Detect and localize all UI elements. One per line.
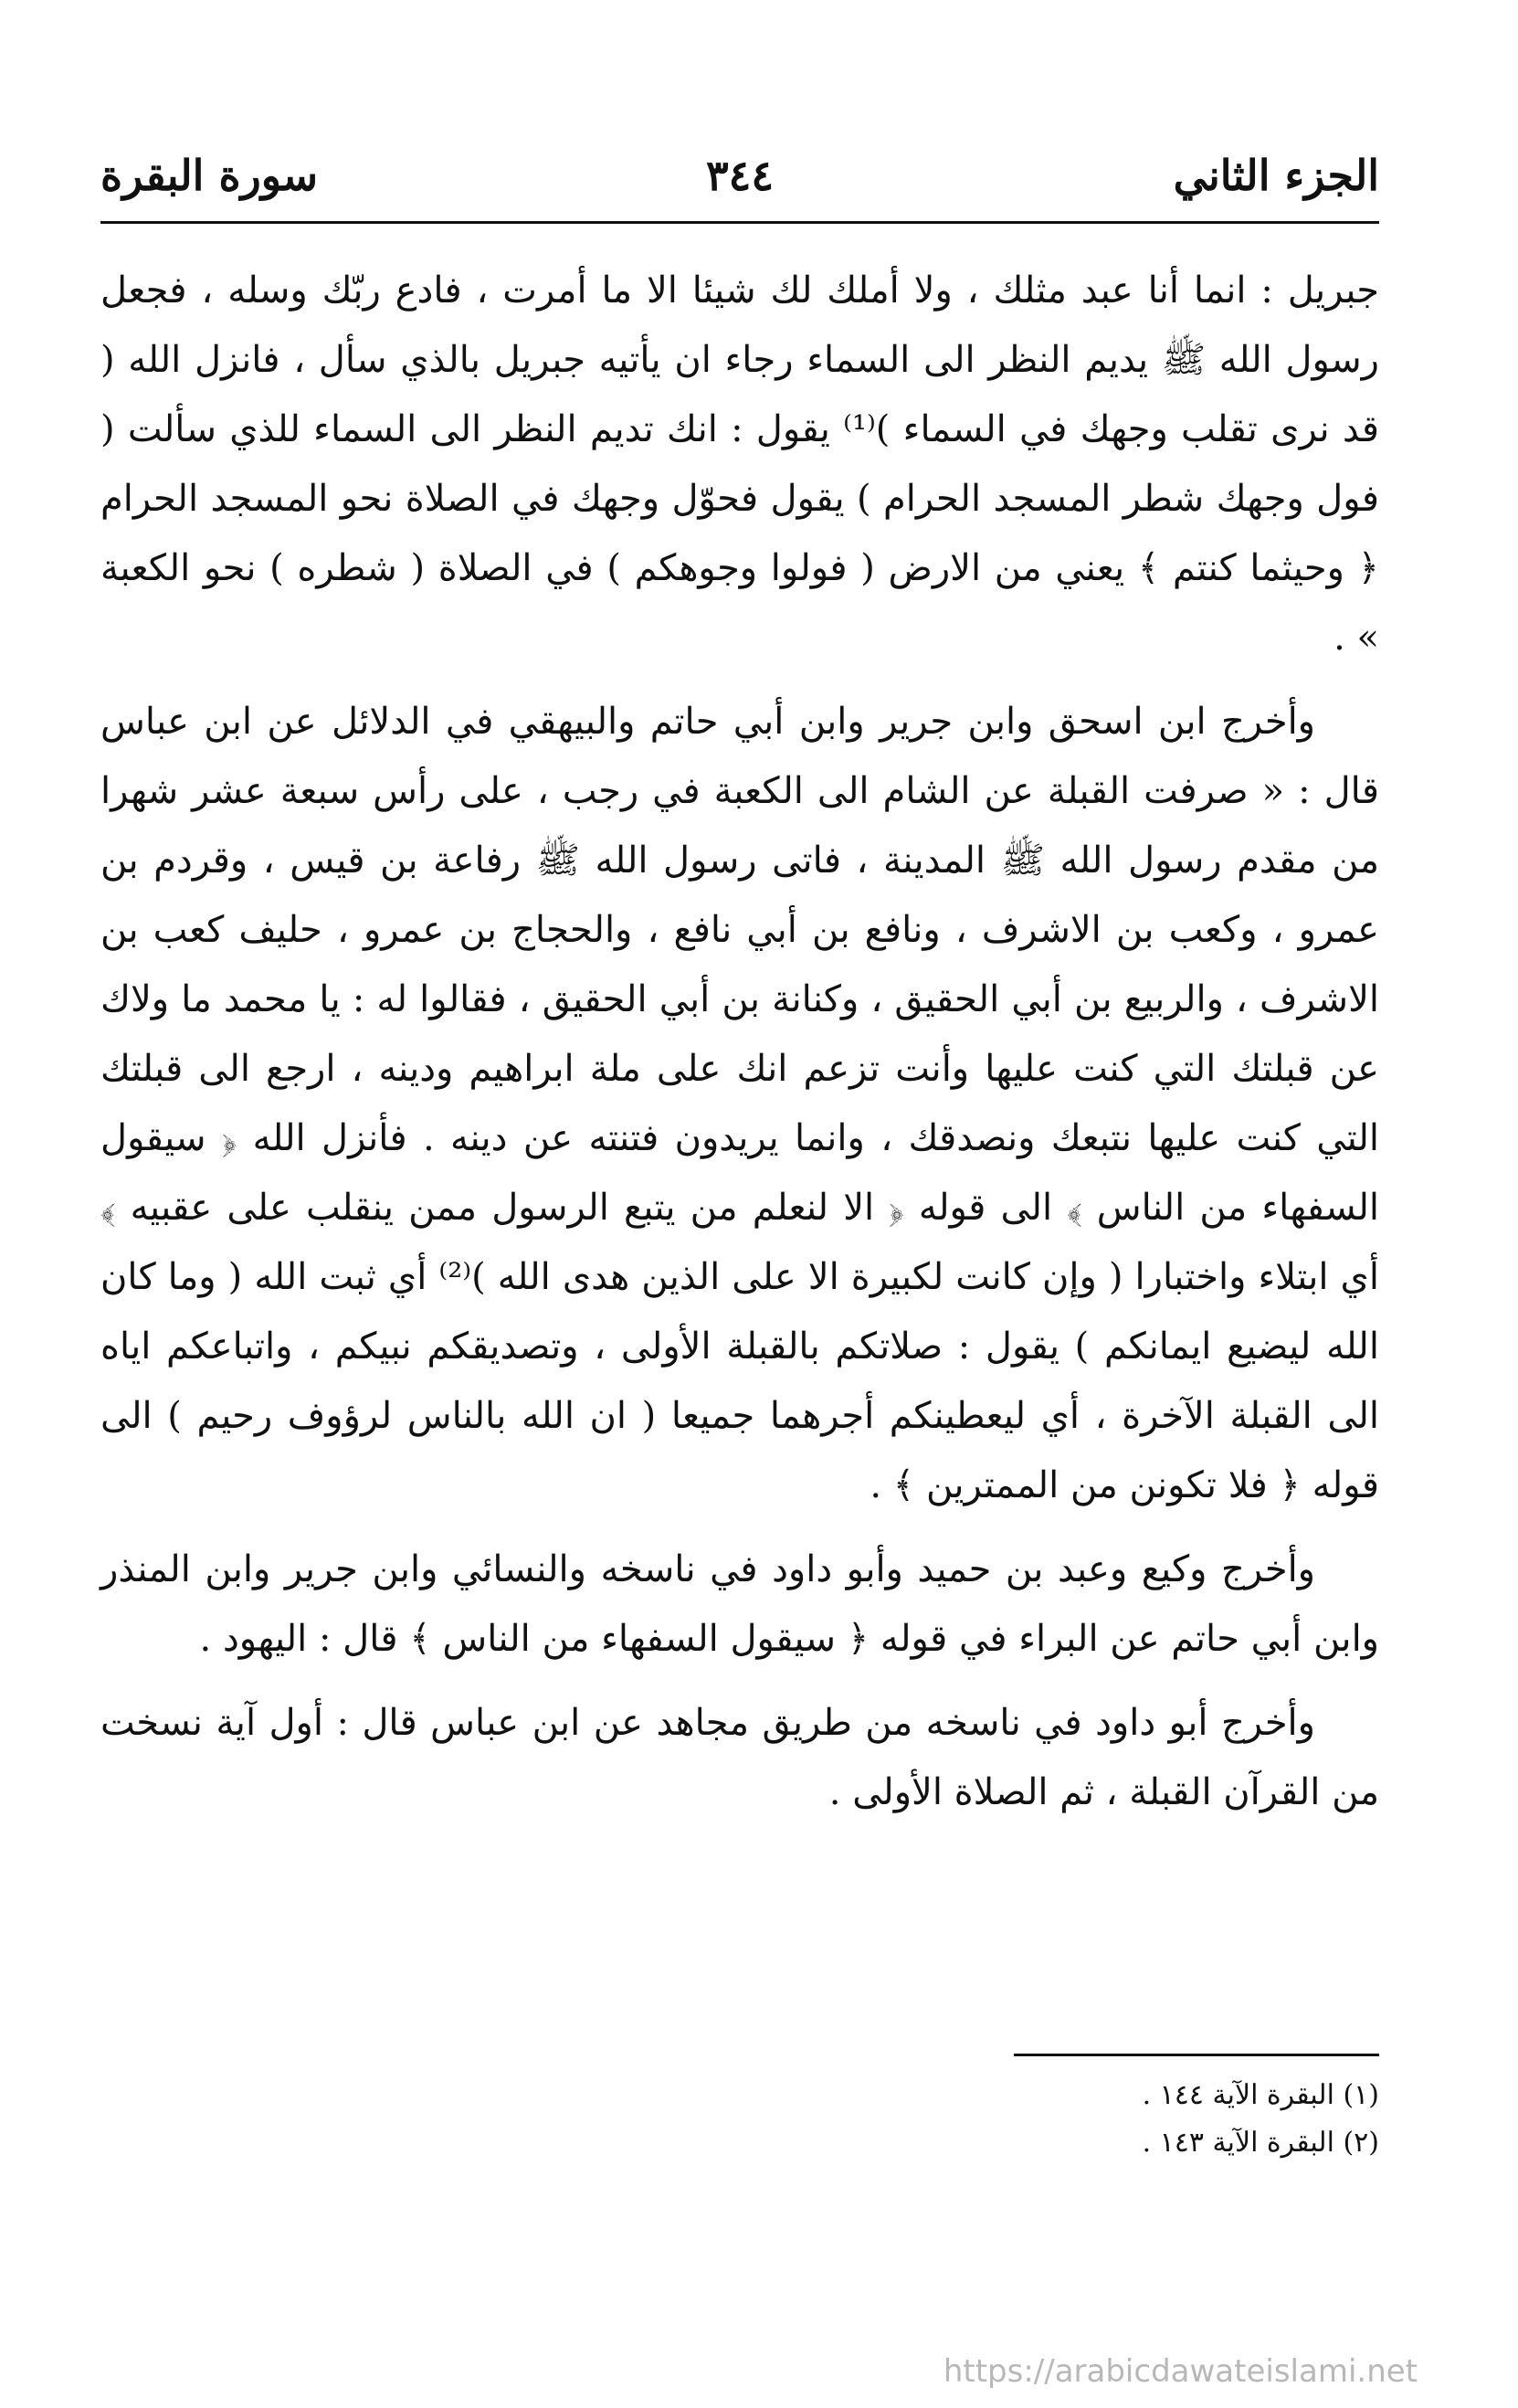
- watermark-url: https://arabicdawateislami.net: [943, 2353, 1418, 2390]
- body-text: [100, 256, 1379, 1827]
- paragraph: وأخرج وكيع وعبد بن حميد وأبو داود في ناسخه والنسائي وابن جرير وابن المنذر وابن أبي حاتم عن البراء في قوله ﴿ سيقول السفهاء من الناس ﴾ قال : اليهود .: [100, 1548, 1379, 1660]
- footnote: (٢) البقرة الآية ١٤٣ .: [1142, 2127, 1379, 2159]
- footnotes: [100, 2072, 1379, 2167]
- surah-title: سورة البقرة: [100, 151, 319, 200]
- page-number: ٣٤٤: [705, 151, 775, 200]
- header-rule: [100, 221, 1379, 224]
- paragraph: وأخرج ابن اسحق وابن جرير وابن أبي حاتم والبيهقي في الدلائل عن ابن عباس قال : « صرفت القبلة عن الشام الى الكعبة في رجب ، على رأس سبعة عشر شهرا من مقدم رسول الله ﷺ المدينة ، فاتى رسول الله ﷺ رفاعة بن قيس ، وقردم بن عمرو ، وكعب بن الاشرف ، ونافع بن أبي نافع ، والحجاج بن عمرو ، حليف كعب بن الاشرف ، والربيع بن أبي الحقيق ، وكنانة بن أبي الحقيق ، فقالوا له : يا محمد ما ولاك عن قبلتك التي كنت عليها وأنت تزعم انك على ملة ابراهيم ودينه ، ارجع الى قبلتك التي كنت عليها نتبعك ونصدقك ، وانما يريدون فتنته عن دينه . فأنزل الله ﴿ سيقول السفهاء من الناس ﴾ الى قوله ﴿ الا لنعلم من يتبع الرسول ممن ينقلب على عقبيه ﴾ أي ابتلاء واختبارا ( وإن كانت لكبيرة الا على الذين هدى الله )⁽²⁾ أي ثبت الله ( وما كان الله ليضيع ايمانكم ) يقول : صلاتكم بالقبلة الأولى ، وتصديقكم نبيكم ، واتباعكم اياه الى القبلة الآخرة ، أي ليعطينكم أجرهما جميعا ( ان الله بالناس لرؤوف رحيم ) الى قوله ﴿ فلا تكونن من الممترين ﴾ .: [100, 701, 1379, 1506]
- running-header: [100, 137, 1379, 219]
- book-page: [100, 137, 1379, 2311]
- footnote: (١) البقرة الآية ١٤٤ .: [1142, 2079, 1379, 2111]
- paragraph: جبريل : انما أنا عبد مثلك ، ولا أملك لك شيئا الا ما أمرت ، فادع ربّك وسله ، فجعل رسول الله ﷺ يديم النظر الى السماء رجاء ان يأتيه جبريل بالذي سأل ، فانزل الله ( قد نرى تقلب وجهك في السماء )⁽¹⁾ يقول : انك تديم النظر الى السماء للذي سألت ( فول وجهك شطر المسجد الحرام ) يقول فحوّل وجهك في الصلاة نحو المسجد الحرام ﴿ وحيثما كنتم ﴾ يعني من الارض ( فولوا وجوهكم ) في الصلاة ( شطره ) نحو الكعبة » .: [100, 269, 1379, 659]
- part-title: الجزء الثاني: [1173, 151, 1379, 200]
- footnote-rule: [1014, 2054, 1379, 2056]
- paragraph: وأخرج أبو داود في ناسخه من طريق مجاهد عن ابن عباس قال : أول آية نسخت من القرآن القبلة ، ثم الصلاة الأولى .: [100, 1702, 1379, 1813]
